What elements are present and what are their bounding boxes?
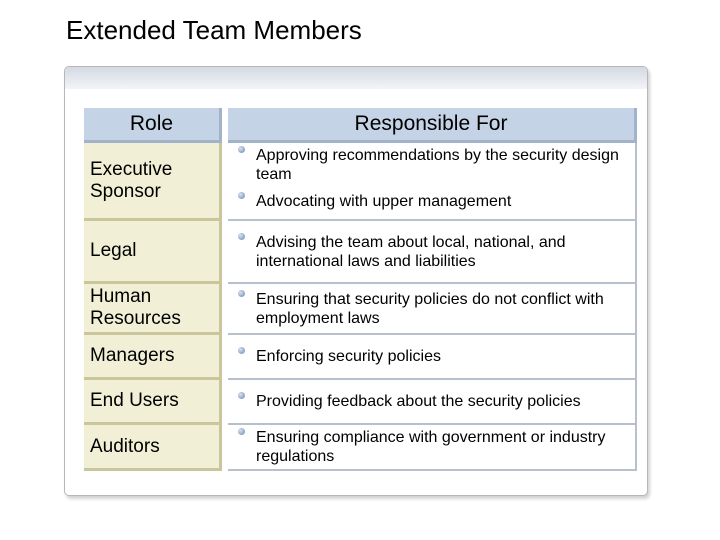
responsibility-item: Enforcing security policies	[238, 347, 635, 366]
table-row	[84, 221, 637, 284]
responsibility-item: Ensuring that security policies do not conflict with employment laws	[238, 290, 635, 328]
panel-header-bar	[65, 67, 647, 89]
responsibility-item: Approving recommendations by the security design team	[238, 146, 635, 184]
role-label: Auditors	[84, 425, 222, 471]
bullet-icon	[238, 146, 245, 153]
role-label: Managers	[84, 335, 222, 380]
table-row	[84, 425, 637, 471]
responsibility-item: Providing feedback about the security policies	[238, 392, 635, 411]
responsibility-cell	[228, 335, 637, 380]
responsibility-item: Advocating with upper management	[238, 192, 635, 211]
role-label: Legal	[84, 221, 222, 284]
bullet-icon	[238, 192, 245, 199]
responsibility-item: Ensuring compliance with government or industry regulations	[238, 428, 635, 466]
bullet-icon	[238, 392, 245, 399]
bullet-icon	[238, 233, 245, 240]
bullet-icon	[238, 347, 245, 354]
responsibility-cell	[228, 284, 637, 335]
role-label: Human Resources	[84, 284, 222, 335]
table-row	[84, 335, 637, 380]
responsibility-item: Advising the team about local, national, and international laws and liabilities	[238, 233, 635, 271]
table-header-row	[84, 108, 637, 143]
responsibility-cell	[228, 425, 637, 471]
bullet-icon	[238, 290, 245, 297]
page-title: Extended Team Members	[66, 15, 362, 45]
header-role: Role	[84, 108, 222, 143]
bullet-icon	[238, 428, 245, 435]
table-row	[84, 284, 637, 335]
table-row	[84, 143, 637, 221]
responsibility-cell	[228, 380, 637, 425]
responsibility-cell	[228, 221, 637, 284]
responsibility-cell	[228, 143, 637, 221]
table-row	[84, 380, 637, 425]
role-label: End Users	[84, 380, 222, 425]
role-label: Executive Sponsor	[84, 143, 222, 221]
header-responsible-for: Responsible For	[228, 108, 637, 143]
